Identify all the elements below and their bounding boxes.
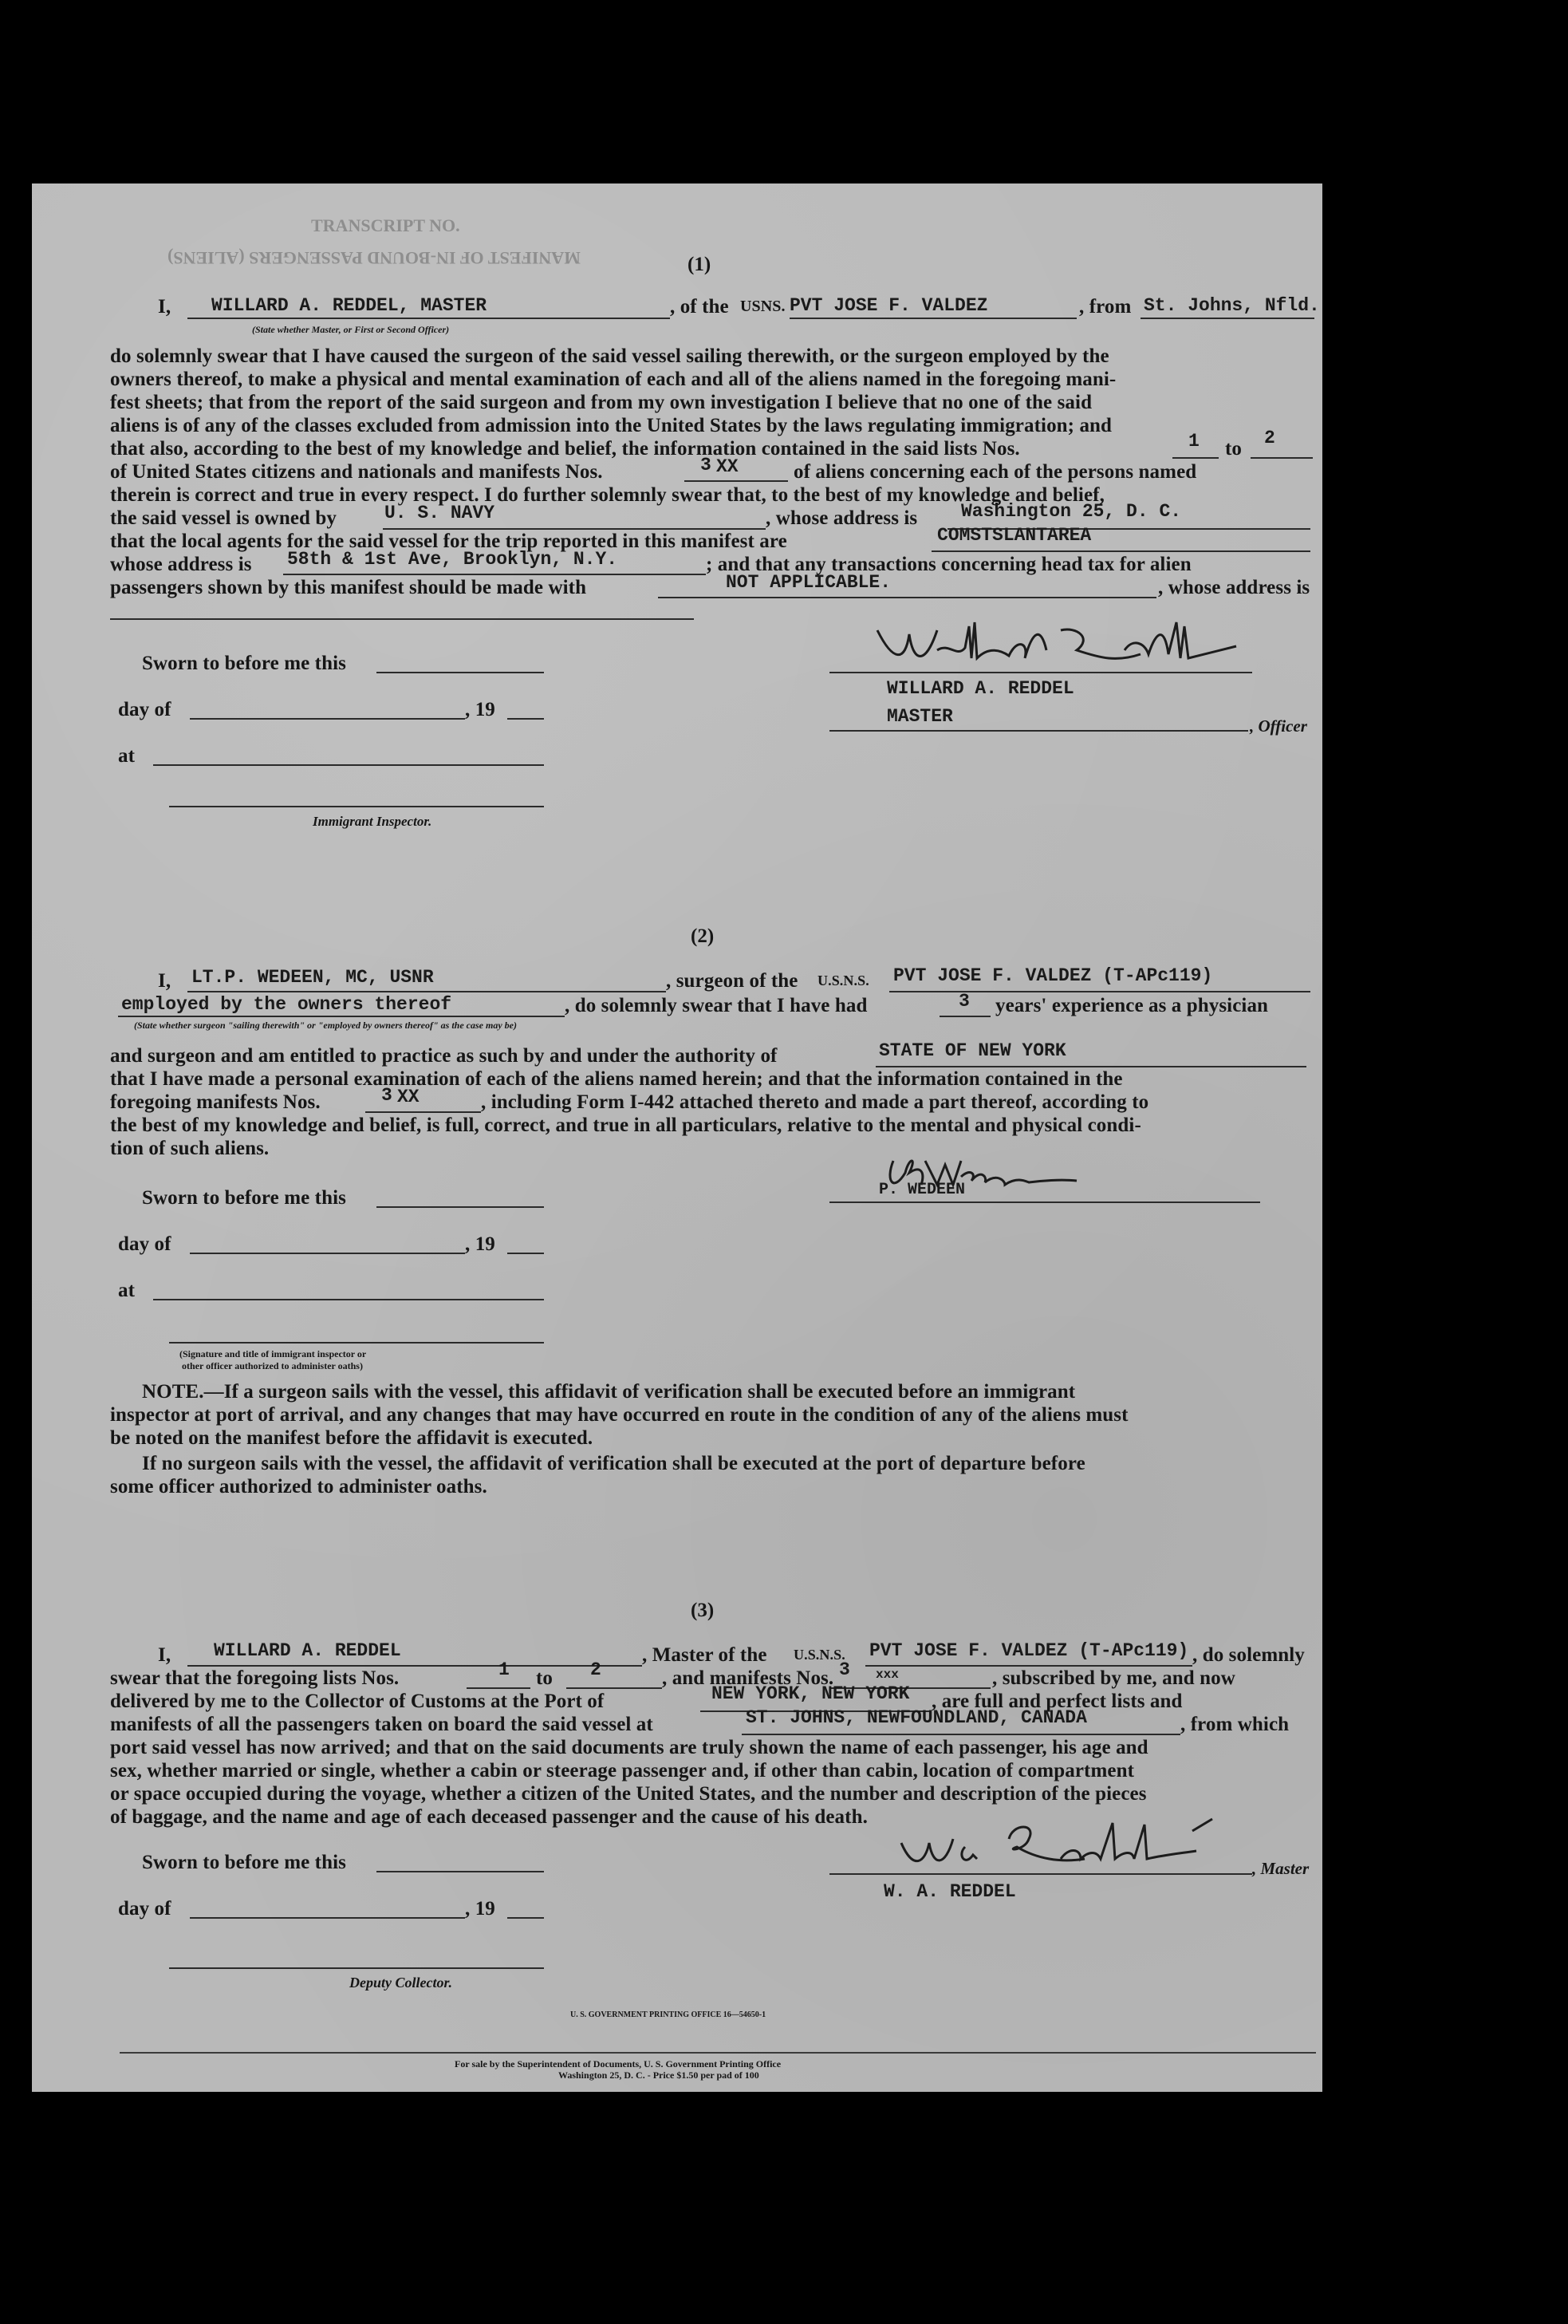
s3-to-label: to: [536, 1667, 554, 1689]
s2-sworn-line: [376, 1206, 544, 1208]
note-line-5: some officer authorized to administer oaths.: [110, 1476, 487, 1497]
s1-day-line: [190, 718, 465, 720]
s2-at-line: [153, 1299, 544, 1300]
s2-usns-prefix: U.S.N.S.: [817, 973, 869, 988]
s1-address-continuation-line: [110, 618, 694, 620]
s1-inspector-caption: Immigrant Inspector.: [313, 814, 432, 829]
s3-signature-line: [829, 1873, 1252, 1875]
s1-state-caption: (State whether Master, or First or Second Officer): [252, 324, 450, 335]
s1-para-line-4: aliens is of any of the classes excluded from admission into the United States by the laws regulating immigration; and: [110, 415, 1113, 436]
punch-hole: [1365, 1564, 1407, 1605]
s1-from-port: St. Johns, Nfld.: [1144, 295, 1320, 316]
s3-day-of: day of: [118, 1898, 171, 1920]
s1-owner-address: Washington 25, D. C.: [961, 501, 1182, 522]
punch-hole: [1365, 862, 1407, 903]
s1-vessel: PVT JOSE F. VALDEZ: [790, 295, 988, 316]
s2-employed: employed by the owners thereof: [121, 994, 452, 1015]
s1-line-11a: passengers shown by this manifest should be made with: [110, 577, 587, 598]
s1-head-tax: NOT APPLICABLE.: [726, 572, 892, 593]
s2-nineteen: , 19: [465, 1233, 495, 1255]
s1-of-the: , of the: [670, 296, 729, 318]
s2-employed-line: [118, 1016, 565, 1017]
s1-line-6b: of aliens concerning each of the persons named: [794, 461, 1197, 483]
s2-surgeon-of: , surgeon of the: [666, 970, 798, 992]
s3-vessel: PVT JOSE F. VALDEZ (T-APc119): [869, 1640, 1189, 1661]
s3-usns-prefix: U.S.N.S.: [794, 1647, 845, 1663]
s3-do-solemnly: , do solemnly: [1192, 1644, 1305, 1666]
s2-day-line: [190, 1253, 465, 1254]
s1-line-8a: the said vessel is owned by: [110, 507, 337, 529]
s3-line-8: of baggage, and the name and age of each deceased passenger and the cause of his death.: [110, 1806, 868, 1828]
s2-swear-a: , do solemnly swear that I have had: [565, 995, 868, 1016]
s3-line-5: port said vessel has now arrived; and that on the said documents are truly shown the name of each passenger, his age and: [110, 1737, 1148, 1758]
s1-master-line: [187, 318, 670, 319]
s1-manifests-line: [684, 480, 788, 482]
s1-officer-label: , Officer: [1250, 716, 1307, 736]
s3-lists-from: 1: [498, 1659, 510, 1680]
s1-sworn: Sworn to before me this: [142, 653, 346, 674]
footer-rule: [120, 2052, 1316, 2054]
section-2-number: (2): [691, 925, 715, 947]
s1-master-name: WILLARD A. REDDEL, MASTER: [211, 295, 487, 316]
s1-head-tax-line: [658, 597, 1156, 598]
s2-caption-1: (Signature and title of immigrant inspector or: [179, 1348, 367, 1359]
s1-lists-to-line: [1251, 457, 1313, 459]
gpo-line: U. S. GOVERNMENT PRINTING OFFICE 16—54650-1: [570, 2010, 766, 2019]
s3-line-7: or space occupied during the voyage, whether a citizen of the United States, and the number and description of the pieces: [110, 1783, 1147, 1805]
s1-i-label: I,: [158, 296, 171, 318]
s2-line-6: the best of my knowledge and belief, is full, correct, and true in all particulars, relative to the mental and physical condi-: [110, 1115, 1141, 1136]
s3-signature: [877, 1815, 1260, 1879]
section-1-number: (1): [687, 254, 711, 275]
s1-at-line: [153, 764, 544, 766]
s3-port: NEW YORK, NEW YORK: [711, 1683, 910, 1704]
s1-day-of: day of: [118, 699, 171, 720]
punch-hole: [1365, 738, 1407, 779]
s3-sworn-line: [376, 1871, 544, 1872]
s3-line-4a: manifests of all the passengers taken on board the said vessel at: [110, 1714, 653, 1735]
s2-line-3a: and surgeon and am entitled to practice as such by and under the authority of: [110, 1045, 778, 1067]
note-line-3: be noted on the manifest before the affidavit is executed.: [110, 1427, 593, 1449]
s1-from-label: , from: [1079, 296, 1132, 318]
s1-lists-from: 1: [1188, 431, 1200, 452]
s3-day-line: [190, 1917, 465, 1919]
s3-boarded-at: ST. JOHNS, NEWFOUNDLAND, CANADA: [746, 1707, 1087, 1728]
s2-state-caption: (State whether surgeon "sailing therewith" or "employed by owners thereof" as the case may be): [134, 1020, 517, 1031]
section-3-number: (3): [691, 1600, 715, 1621]
s2-vessel: PVT JOSE F. VALDEZ (T-APc119): [893, 965, 1213, 986]
s1-at: at: [118, 745, 136, 767]
s1-para-line-2: owners thereof, to make a physical and mental examination of each and all of the aliens named in the foregoing mani-: [110, 369, 1117, 390]
s1-signature-line: [829, 672, 1252, 673]
s2-years-line: [940, 1016, 991, 1017]
s3-line-2b: , and manifests Nos.: [662, 1667, 834, 1689]
punch-hole: [1365, 1643, 1407, 1685]
s3-master-of: , Master of the: [642, 1644, 767, 1666]
s2-manifests-line: [365, 1111, 481, 1113]
s2-sworn: Sworn to before me this: [142, 1187, 346, 1209]
punch-hole: [1365, 1719, 1407, 1761]
s1-to-label: to: [1225, 438, 1243, 460]
s3-signer-name: W. A. REDDEL: [884, 1881, 1016, 1902]
s1-manifests-strike: XX: [716, 456, 739, 477]
footer-sale-1: For sale by the Superintendent of Documents, U. S. Government Printing Office: [455, 2058, 782, 2070]
s1-lists-to: 2: [1264, 428, 1275, 448]
punch-hole: [1365, 660, 1407, 701]
s3-master-label: , Master: [1252, 1859, 1310, 1878]
s1-line-10b: ; and that any transactions concerning head tax for alien: [706, 554, 1192, 575]
s1-line-10a: whose address is: [110, 554, 252, 575]
s1-para-line-3: fest sheets; that from the report of the said surgeon and from my own investigation I believe that no one of the said: [110, 392, 1093, 413]
s2-vessel-line: [889, 991, 1310, 992]
s3-i-label: I,: [158, 1644, 171, 1666]
s2-signature-line: [829, 1201, 1260, 1203]
s1-signer-title: MASTER: [887, 706, 953, 727]
s3-line-3a: delivered by me to the Collector of Customs at the Port of: [110, 1691, 605, 1712]
s2-line-5a: foregoing manifests Nos.: [110, 1091, 321, 1113]
s2-authority: STATE OF NEW YORK: [879, 1040, 1066, 1061]
s1-owner: U. S. NAVY: [384, 503, 495, 523]
s3-sworn: Sworn to before me this: [142, 1852, 346, 1873]
s2-year-line: [507, 1253, 544, 1254]
s1-para-line-1: do solemnly swear that I have caused the surgeon of the said vessel sailing therewith, or the surgeon employed by the: [110, 345, 1109, 367]
s1-nineteen: , 19: [465, 699, 495, 720]
s1-sworn-line: [376, 672, 544, 673]
s2-line-7: tion of such aliens.: [110, 1138, 270, 1159]
s1-agents: COMSTSLANTAREA: [937, 525, 1092, 546]
s1-para-line-5: that also, according to the best of my knowledge and belief, the information contained in the said lists Nos.: [110, 438, 1020, 460]
s1-line-7: therein is correct and true in every respect. I do further solemnly swear that, to the best of my knowledge and belief,: [110, 484, 1105, 506]
s2-manifests: 3: [381, 1085, 392, 1106]
s3-collector-line: [169, 1967, 544, 1969]
s3-line-6: sex, whether married or single, whether a cabin or steerage passenger and, if other than cabin, location of compartment: [110, 1760, 1135, 1781]
s1-agents-line: [932, 550, 1310, 552]
s3-master-name: WILLARD A. REDDEL: [214, 1640, 401, 1661]
s2-surgeon-line: [187, 991, 666, 992]
s2-signer-name: P. WEDEEN: [879, 1181, 966, 1199]
s1-line-6a: of United States citizens and nationals and manifests Nos.: [110, 461, 603, 483]
s3-manifests: 3: [839, 1659, 850, 1680]
s3-lists-to: 2: [590, 1659, 601, 1680]
transcript-stamp: TRANSCRIPT NO.: [311, 215, 460, 235]
s1-agents-address-line: [283, 574, 706, 575]
s2-at: at: [118, 1280, 136, 1301]
s1-from-line: [1141, 318, 1314, 319]
note-line-2: inspector at port of arrival, and any changes that may have occurred en route in the condition of any of the aliens must: [110, 1404, 1129, 1426]
s2-line-5b: , including Form I-442 attached thereto and made a part thereof, according to: [481, 1091, 1149, 1113]
s2-manifests-strike: XX: [397, 1087, 420, 1107]
punch-hole: [1365, 2198, 1407, 2239]
s1-signer-name: WILLARD A. REDDEL: [887, 678, 1074, 699]
s3-boarded-line: [742, 1734, 1180, 1735]
footer-sale-2: Washington 25, D. C. - Price $1.50 per pad of 100: [558, 2070, 759, 2081]
s2-day-of: day of: [118, 1233, 171, 1255]
s1-lists-from-line: [1172, 457, 1219, 459]
punch-hole: [1365, 2074, 1407, 2116]
s3-line-2c: , subscribed by me, and now: [992, 1667, 1235, 1689]
s3-lists-to-line: [566, 1687, 662, 1689]
s1-inspector-line: [169, 806, 544, 807]
s2-swear-b: years' experience as a physician: [995, 995, 1269, 1016]
s3-line-3b: , are full and perfect lists and: [932, 1691, 1183, 1712]
s2-line-4: that I have made a personal examination of each of the aliens named herein; and that the information contained in the: [110, 1068, 1123, 1090]
note-line-4: If no surgeon sails with the vessel, the affidavit of verification shall be executed at the port of departure before: [142, 1453, 1085, 1474]
s3-line-4b: , from which: [1180, 1714, 1290, 1735]
manifest-page: [32, 183, 1322, 2092]
s1-line-8b: , whose address is: [766, 507, 918, 529]
s2-inspector-line: [169, 1342, 544, 1344]
s3-line-2a: swear that the foregoing lists Nos.: [110, 1667, 400, 1689]
s1-agents-address: 58th & 1st Ave, Brooklyn, N.Y.: [287, 549, 618, 570]
s1-officer-line: [829, 730, 1248, 732]
punch-hole: [1365, 459, 1407, 500]
s3-nineteen: , 19: [465, 1898, 495, 1920]
s1-usns-prefix: USNS.: [740, 298, 786, 315]
s3-collector-caption: Deputy Collector.: [349, 1975, 452, 1991]
punch-hole: [1365, 349, 1407, 391]
s1-vessel-line: [790, 318, 1077, 319]
note-line-1: NOTE.—If a surgeon sails with the vessel, this affidavit of verification shall be executed before an immigrant: [142, 1381, 1076, 1403]
s2-surgeon-name: LT.P. WEDEEN, MC, USNR: [191, 967, 434, 988]
s3-year-line: [507, 1917, 544, 1919]
s3-lists-from-line: [467, 1687, 530, 1689]
manifest-stamp: MANIFEST OF IN-BOUND PASSENGERS (ALIENS): [167, 248, 581, 268]
s2-years: 3: [959, 991, 970, 1012]
punch-hole: [1365, 233, 1407, 274]
s2-i-label: I,: [158, 970, 171, 992]
s1-line-9: that the local agents for the said vessel for the trip reported in this manifest are: [110, 531, 787, 552]
s1-signature: [861, 614, 1276, 678]
s3-manifests-strike: xxx: [876, 1667, 899, 1682]
s1-year-line: [507, 718, 544, 720]
s1-manifests: 3: [700, 455, 711, 475]
s1-line-11b: , whose address is: [1158, 577, 1310, 598]
s2-caption-2: other officer authorized to administer oaths): [182, 1360, 363, 1371]
